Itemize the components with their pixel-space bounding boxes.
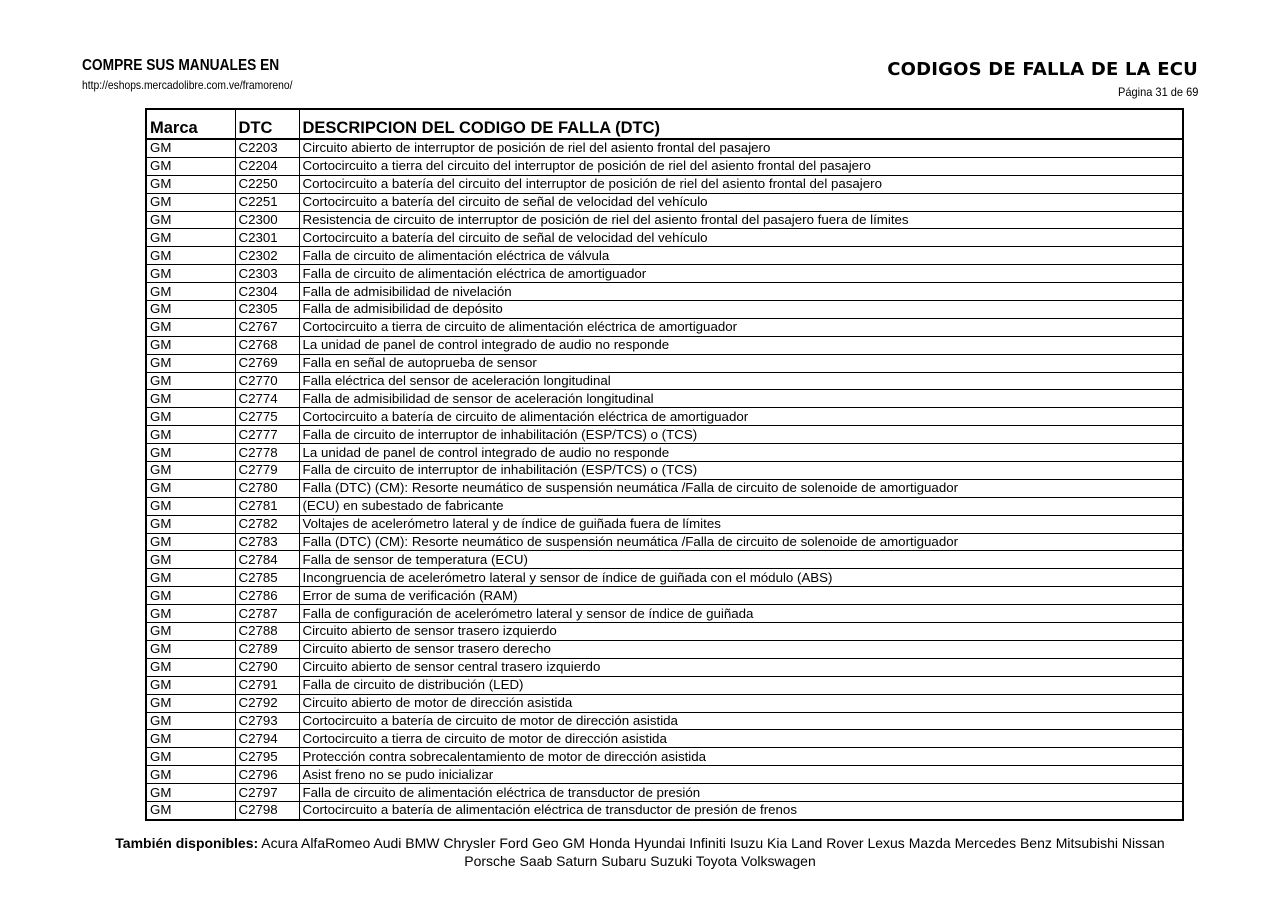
cell-dtc-code: C2203 [235, 139, 299, 157]
cell-dtc-code: C2785 [235, 569, 299, 587]
cell-dtc-code: C2787 [235, 605, 299, 623]
cell-dtc-code: C2251 [235, 193, 299, 211]
cell-marca: GM [146, 784, 235, 802]
cell-description: Cortocircuito a batería del circuito de señal de velocidad del vehículo [299, 193, 1183, 211]
cell-marca: GM [146, 408, 235, 426]
table-row [146, 318, 1183, 336]
cell-dtc-code: C2204 [235, 157, 299, 175]
cell-description: Cortocircuito a tierra de circuito de alimentación eléctrica de amortiguador [299, 318, 1183, 336]
table-row [146, 551, 1183, 569]
cell-dtc-code: C2782 [235, 515, 299, 533]
cell-description: Cortocircuito a tierra del circuito del interruptor de posición de riel del asiento frontal del pasajero [299, 157, 1183, 175]
cell-description: Protección contra sobrecalentamiento de motor de dirección asistida [299, 748, 1183, 766]
cell-dtc-code: C2786 [235, 587, 299, 605]
table-row [146, 354, 1183, 372]
footer-brands-2: Porsche Saab Saturn Subaru Suzuki Toyota Volkswagen [464, 853, 816, 869]
cell-dtc-code: C2791 [235, 676, 299, 694]
cell-dtc-code: C2796 [235, 766, 299, 784]
document-title: CODIGOS DE FALLA DE LA ECU [887, 59, 1198, 80]
cell-dtc-code: C2798 [235, 801, 299, 819]
footer [0, 834, 1280, 870]
cell-marca: GM [146, 318, 235, 336]
cell-description: Falla en señal de autoprueba de sensor [299, 354, 1183, 372]
footer-line-1 [0, 834, 1280, 852]
table-row [146, 211, 1183, 229]
cell-description: Cortocircuito a batería del circuito del interruptor de posición de riel del asiento frontal del pasajero [299, 175, 1183, 193]
cell-description: Falla de circuito de alimentación eléctrica de amortiguador [299, 265, 1183, 283]
cell-dtc-code: C2770 [235, 372, 299, 390]
cell-dtc-code: C2779 [235, 462, 299, 480]
cell-description: Falla eléctrica del sensor de aceleración longitudinal [299, 372, 1183, 390]
cell-dtc-code: C2774 [235, 390, 299, 408]
table-row [146, 694, 1183, 712]
cell-dtc-code: C2795 [235, 748, 299, 766]
cell-marca: GM [146, 301, 235, 319]
table-row [146, 605, 1183, 623]
cell-marca: GM [146, 551, 235, 569]
column-header-dtc: DTC [235, 109, 299, 139]
table-body [146, 139, 1183, 820]
cell-description: (ECU) en subestado de fabricante [299, 497, 1183, 515]
table-row [146, 712, 1183, 730]
cell-description: Error de suma de verificación (RAM) [299, 587, 1183, 605]
table-row [146, 390, 1183, 408]
cell-marca: GM [146, 139, 235, 157]
page-number: Página 31 de 69 [1117, 85, 1198, 99]
table-row [146, 193, 1183, 211]
cell-marca: GM [146, 157, 235, 175]
cell-dtc-code: C2304 [235, 283, 299, 301]
store-url[interactable]: http://eshops.mercadolibre.com.ve/framoreno/ [82, 78, 293, 92]
cell-description: Falla (DTC) (CM): Resorte neumático de suspensión neumática /Falla de circuito de solenoide de amortiguador [299, 533, 1183, 551]
cell-dtc-code: C2783 [235, 533, 299, 551]
cell-marca: GM [146, 247, 235, 265]
table-row [146, 157, 1183, 175]
cell-dtc-code: C2784 [235, 551, 299, 569]
cell-description: Falla de configuración de acelerómetro lateral y sensor de índice de guiñada [299, 605, 1183, 623]
cell-dtc-code: C2302 [235, 247, 299, 265]
cell-marca: GM [146, 730, 235, 748]
cell-marca: GM [146, 229, 235, 247]
cell-description: Incongruencia de acelerómetro lateral y sensor de índice de guiñada con el módulo (ABS) [299, 569, 1183, 587]
dtc-table [145, 108, 1184, 821]
table-row [146, 247, 1183, 265]
cell-dtc-code: C2790 [235, 658, 299, 676]
cell-marca: GM [146, 462, 235, 480]
cell-marca: GM [146, 354, 235, 372]
table-header-row [146, 109, 1183, 139]
table-row [146, 730, 1183, 748]
cell-marca: GM [146, 694, 235, 712]
cell-description: Voltajes de acelerómetro lateral y de índice de guiñada fuera de límites [299, 515, 1183, 533]
table-row [146, 283, 1183, 301]
cell-marca: GM [146, 497, 235, 515]
cell-dtc-code: C2301 [235, 229, 299, 247]
cell-marca: GM [146, 426, 235, 444]
cell-description: Falla de circuito de alimentación eléctrica de válvula [299, 247, 1183, 265]
cell-dtc-code: C2777 [235, 426, 299, 444]
table-row [146, 766, 1183, 784]
cell-marca: GM [146, 801, 235, 819]
table-row [146, 462, 1183, 480]
table-row [146, 515, 1183, 533]
cell-description: Falla de admisibilidad de sensor de aceleración longitudinal [299, 390, 1183, 408]
cell-description: Falla de circuito de interruptor de inhabilitación (ESP/TCS) o (TCS) [299, 426, 1183, 444]
promo-title: COMPRE SUS MANUALES EN [82, 57, 280, 74]
cell-marca: GM [146, 623, 235, 641]
cell-description: Circuito abierto de sensor trasero izquierdo [299, 623, 1183, 641]
table-row [146, 748, 1183, 766]
cell-dtc-code: C2792 [235, 694, 299, 712]
table-row [146, 801, 1183, 819]
cell-description: Circuito abierto de sensor trasero derecho [299, 640, 1183, 658]
cell-description: La unidad de panel de control integrado de audio no responde [299, 336, 1183, 354]
cell-marca: GM [146, 193, 235, 211]
cell-marca: GM [146, 336, 235, 354]
cell-description: La unidad de panel de control integrado de audio no responde [299, 444, 1183, 462]
table-row [146, 497, 1183, 515]
cell-marca: GM [146, 175, 235, 193]
table-row [146, 175, 1183, 193]
cell-description: Circuito abierto de sensor central trasero izquierdo [299, 658, 1183, 676]
table-row [146, 640, 1183, 658]
cell-description: Cortocircuito a tierra de circuito de motor de dirección asistida [299, 730, 1183, 748]
table-row [146, 658, 1183, 676]
cell-dtc-code: C2780 [235, 479, 299, 497]
table-row [146, 533, 1183, 551]
cell-dtc-code: C2305 [235, 301, 299, 319]
cell-marca: GM [146, 766, 235, 784]
table-row [146, 426, 1183, 444]
cell-description: Cortocircuito a batería del circuito de señal de velocidad del vehículo [299, 229, 1183, 247]
table-row [146, 229, 1183, 247]
table-row [146, 444, 1183, 462]
cell-dtc-code: C2300 [235, 211, 299, 229]
cell-marca: GM [146, 676, 235, 694]
cell-marca: GM [146, 748, 235, 766]
table-row [146, 569, 1183, 587]
cell-description: Asist freno no se pudo inicializar [299, 766, 1183, 784]
cell-dtc-code: C2778 [235, 444, 299, 462]
column-header-marca: Marca [146, 109, 235, 139]
table-row [146, 479, 1183, 497]
table-row [146, 623, 1183, 641]
cell-description: Falla de circuito de alimentación eléctrica de transductor de presión [299, 784, 1183, 802]
cell-dtc-code: C2788 [235, 623, 299, 641]
cell-description: Falla de sensor de temperatura (ECU) [299, 551, 1183, 569]
table-row [146, 265, 1183, 283]
cell-dtc-code: C2250 [235, 175, 299, 193]
column-header-description: DESCRIPCION DEL CODIGO DE FALLA (DTC) [299, 109, 1183, 139]
cell-dtc-code: C2768 [235, 336, 299, 354]
table-row [146, 408, 1183, 426]
cell-description: Resistencia de circuito de interruptor de posición de riel del asiento frontal del pasajero fuera de límites [299, 211, 1183, 229]
cell-description: Falla de circuito de distribución (LED) [299, 676, 1183, 694]
cell-marca: GM [146, 515, 235, 533]
cell-marca: GM [146, 712, 235, 730]
cell-marca: GM [146, 265, 235, 283]
cell-dtc-code: C2797 [235, 784, 299, 802]
footer-label: También disponibles: [115, 835, 259, 851]
cell-marca: GM [146, 444, 235, 462]
cell-description: Falla de circuito de interruptor de inhabilitación (ESP/TCS) o (TCS) [299, 462, 1183, 480]
cell-description: Cortocircuito a batería de circuito de motor de dirección asistida [299, 712, 1183, 730]
cell-description: Circuito abierto de motor de dirección asistida [299, 694, 1183, 712]
cell-marca: GM [146, 658, 235, 676]
cell-dtc-code: C2303 [235, 265, 299, 283]
table-row [146, 301, 1183, 319]
cell-marca: GM [146, 283, 235, 301]
cell-description: Circuito abierto de interruptor de posición de riel del asiento frontal del pasajero [299, 139, 1183, 157]
cell-dtc-code: C2767 [235, 318, 299, 336]
cell-marca: GM [146, 533, 235, 551]
cell-marca: GM [146, 605, 235, 623]
cell-description: Falla de admisibilidad de nivelación [299, 283, 1183, 301]
cell-description: Falla (DTC) (CM): Resorte neumático de suspensión neumática /Falla de circuito de solenoide de amortiguador [299, 479, 1183, 497]
table-row [146, 336, 1183, 354]
cell-marca: GM [146, 640, 235, 658]
cell-dtc-code: C2781 [235, 497, 299, 515]
table-row [146, 587, 1183, 605]
cell-marca: GM [146, 569, 235, 587]
cell-marca: GM [146, 372, 235, 390]
cell-description: Falla de admisibilidad de depósito [299, 301, 1183, 319]
table-row [146, 676, 1183, 694]
cell-marca: GM [146, 390, 235, 408]
table-row [146, 784, 1183, 802]
cell-description: Cortocircuito a batería de circuito de alimentación eléctrica de amortiguador [299, 408, 1183, 426]
footer-brands-1: Acura AlfaRomeo Audi BMW Chrysler Ford Geo GM Honda Hyundai Infiniti Isuzu Kia Land Rover Lexus Mazda Mercedes Benz Mitsubishi Nissan [261, 835, 1165, 851]
cell-marca: GM [146, 479, 235, 497]
cell-description: Cortocircuito a batería de alimentación eléctrica de transductor de presión de frenos [299, 801, 1183, 819]
cell-marca: GM [146, 211, 235, 229]
cell-dtc-code: C2775 [235, 408, 299, 426]
table-row [146, 139, 1183, 157]
table-row [146, 372, 1183, 390]
cell-dtc-code: C2793 [235, 712, 299, 730]
cell-marca: GM [146, 587, 235, 605]
cell-dtc-code: C2789 [235, 640, 299, 658]
cell-dtc-code: C2794 [235, 730, 299, 748]
cell-dtc-code: C2769 [235, 354, 299, 372]
